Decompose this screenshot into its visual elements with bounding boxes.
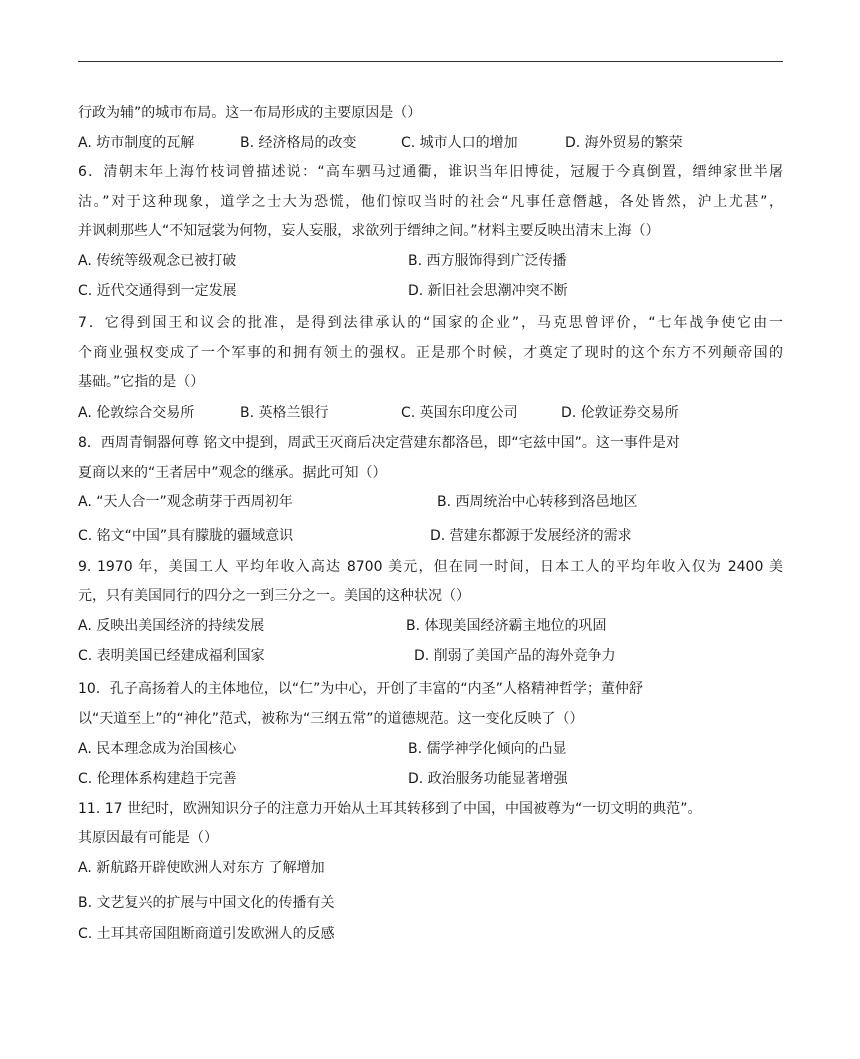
- q5-option-b[interactable]: B. 经济格局的改变: [240, 135, 357, 151]
- q10-option-a[interactable]: A. 民本理念成为治国核心: [78, 741, 237, 757]
- q5-option-d[interactable]: D. 海外贸易的繁荣: [565, 135, 683, 151]
- q9-option-d[interactable]: D. 削弱了美国产品的海外竞争力: [414, 648, 616, 664]
- q8-option-d[interactable]: D. 营建东都源于发展经济的需求: [430, 528, 632, 544]
- q7-stem-line-3: 基础。”它指的是（）: [78, 374, 205, 390]
- q8-stem-line-2: 夏商以来的“王者居中”观念的继承。据此可知（）: [78, 465, 387, 481]
- q7-stem-line-2: 个商业强权变成了一个军事的和拥有领土的强权。正是那个时候，才奠定了现时的这个东方不列颠帝国的: [78, 345, 783, 361]
- q6-stem-line-3: 并讽刺那些人“不知冠裳为何物，妄人妄服，求欲列于缙绅之间。”材料主要反映出清末上海（）: [78, 223, 660, 239]
- q9-option-a[interactable]: A. 反映出美国经济的持续发展: [78, 618, 265, 634]
- q9-stem-line-2: 元，只有美国同行的四分之一到三分之一。美国的这种状况（）: [78, 588, 470, 604]
- q11-option-c[interactable]: C. 土耳其帝国阻断商道引发欧洲人的反感: [78, 926, 335, 942]
- q8-option-b[interactable]: B. 西周统治中心转移到洛邑地区: [437, 494, 638, 510]
- q11-option-a[interactable]: A. 新航路开辟使欧洲人对东方 了解增加: [78, 860, 325, 876]
- q9-stem-line-1: 9. 1970 年，美国工人 平均年收入高达 8700 美元，但在同一时间，日本工人的平均年收入仅为 2400 美: [78, 559, 783, 575]
- q10-option-c[interactable]: C. 伦理体系构建趋于完善: [78, 771, 237, 787]
- q7-stem-line-1: 7．它得到国王和议会的批准，是得到法律承认的“国家的企业”，马克思曾评价，“七年战争使它由一: [78, 315, 783, 331]
- q10-stem-line-2: 以“天道至上”的“神化”范式，被称为“三纲五常”的道德规范。这一变化反映了（）: [78, 711, 584, 727]
- q6-option-a[interactable]: A. 传统等级观念已被打破: [78, 253, 237, 269]
- q7-option-d[interactable]: D. 伦敦证券交易所: [561, 405, 679, 421]
- q6-option-d[interactable]: D. 新旧社会思潮冲突不断: [408, 283, 568, 299]
- q11-stem-line-2: 其原因最有可能是（）: [78, 830, 218, 846]
- q5-option-c[interactable]: C. 城市人口的增加: [401, 135, 518, 151]
- q5-stem-tail: 行政为辅”的城市布局。这一布局形成的主要原因是（）: [78, 105, 422, 121]
- q6-stem-line-2: 沽。”对于这种现象，道学之士大为恐慌，他们惊叹当时的社会“凡事任意僭越，各处皆然，沪上尤甚”，: [78, 194, 783, 210]
- q10-option-b[interactable]: B. 儒学神学化倾向的凸显: [408, 741, 567, 757]
- q8-option-c[interactable]: C. 铭文“中国”具有朦胧的疆域意识: [78, 528, 294, 544]
- q7-option-b[interactable]: B. 英格兰银行: [240, 405, 329, 421]
- q6-stem-line-1: 6．清朝末年上海竹枝词曾描述说：“高车驷马过通衢，谁识当年旧博徒，冠履于今真倒置，缙绅家世半屠: [78, 164, 783, 180]
- q11-stem-line-1: 11. 17 世纪时，欧洲知识分子的注意力开始从土耳其转移到了中国，中国被尊为“一切文明的典范”。: [78, 801, 702, 817]
- q11-option-b[interactable]: B. 文艺复兴的扩展与中国文化的传播有关: [78, 895, 335, 911]
- q8-stem-line-1: 8．西周青铜器何尊 铭文中提到，周武王灭商后决定营建东都洛邑，即“宅兹中国”。这一事件是对: [78, 435, 680, 451]
- q6-option-c[interactable]: C. 近代交通得到一定发展: [78, 283, 237, 299]
- q7-option-a[interactable]: A. 伦敦综合交易所: [78, 405, 195, 421]
- q6-option-b[interactable]: B. 西方服饰得到广泛传播: [408, 253, 567, 269]
- q10-option-d[interactable]: D. 政治服务功能显著增强: [408, 771, 568, 787]
- q9-option-c[interactable]: C. 表明美国已经建成福利国家: [78, 648, 265, 664]
- q9-option-b[interactable]: B. 体现美国经济霸主地位的巩固: [406, 618, 607, 634]
- q5-option-a[interactable]: A. 坊市制度的瓦解: [78, 135, 195, 151]
- q8-option-a[interactable]: A. “天人合一”观念萌芽于西周初年: [78, 494, 293, 510]
- header-rule: [78, 61, 783, 62]
- q7-option-c[interactable]: C. 英国东印度公司: [401, 405, 518, 421]
- q10-stem-line-1: 10．孔子高扬着人的主体地位，以“仁”为中心，开创了丰富的“内圣”人格精神哲学；董仲舒: [78, 681, 643, 697]
